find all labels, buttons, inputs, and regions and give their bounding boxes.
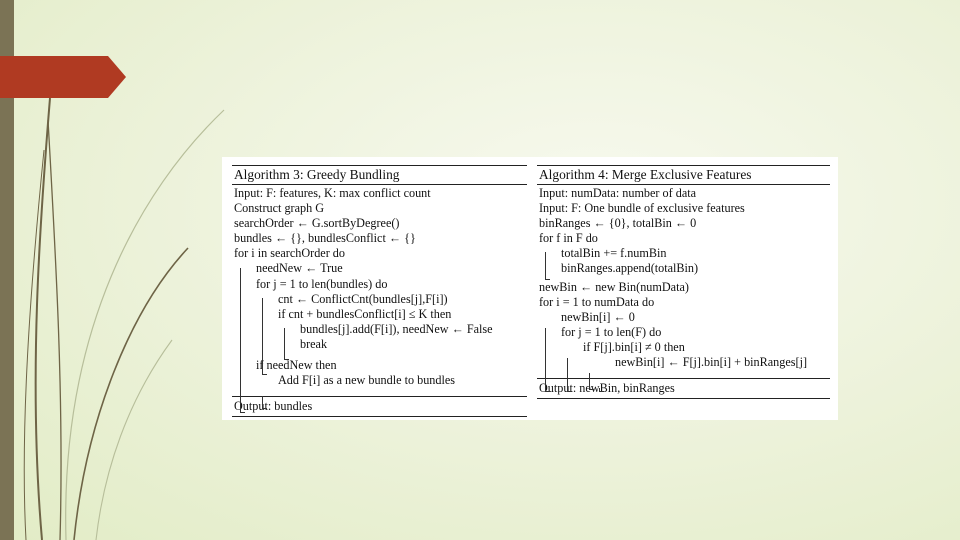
algo4-line: Input: numData: number of data bbox=[539, 186, 697, 200]
curve-4 bbox=[74, 248, 188, 540]
curve-2 bbox=[48, 120, 61, 540]
algorithm-4-title: Algorithm 4: Merge Exclusive Features bbox=[537, 166, 830, 185]
algo3-line: searchOrder ← G.sortByDegree() bbox=[234, 216, 400, 231]
algo3-line: needNew ← True bbox=[256, 261, 343, 276]
curve-3 bbox=[66, 110, 224, 540]
algo4-line: newBin[i] ← 0 bbox=[561, 309, 635, 324]
algo4-line: for i = 1 to numData do bbox=[539, 294, 655, 309]
algo4-line: for j = 1 to len(F) do bbox=[561, 324, 662, 339]
algo3-line: Input: F: features, K: max conflict count bbox=[234, 186, 431, 200]
algo3-line: bundles ← {}, bundlesConflict ← {} bbox=[234, 231, 416, 246]
algo3-line: for j = 1 to len(bundles) do bbox=[256, 276, 388, 291]
algo4-line: if F[j].bin[i] ≠ 0 then bbox=[583, 339, 685, 354]
algo3-line: for i in searchOrder do bbox=[234, 246, 345, 261]
algorithms-figure bbox=[222, 157, 838, 420]
algo4-line: newBin[i] ← F[j].bin[i] + binRanges[j] bbox=[615, 355, 808, 370]
algo3-line: Add F[i] as a new bundle to bundles bbox=[278, 373, 456, 388]
algorithm-3-box bbox=[232, 165, 527, 413]
algorithm-3-title: Algorithm 3: Greedy Bundling bbox=[232, 166, 527, 185]
title-tag-shape bbox=[0, 56, 130, 98]
algo4-line: binRanges.append(totalBin) bbox=[561, 261, 699, 276]
curve-5 bbox=[96, 340, 172, 540]
algorithm-4-box bbox=[537, 165, 830, 401]
algo4-line: for f in F do bbox=[539, 231, 598, 246]
algo3-line: Construct graph G bbox=[234, 201, 325, 216]
algo4-line: newBin ← new Bin(numData) bbox=[539, 279, 689, 294]
algo3-line: if cnt + bundlesConflict[i] ≤ K then bbox=[278, 306, 452, 321]
algo3-line: cnt ← ConflictCnt(bundles[j],F[i]) bbox=[278, 291, 448, 306]
algo4-line: binRanges ← {0}, totalBin ← 0 bbox=[539, 216, 697, 231]
algo3-line: if needNew then bbox=[256, 358, 337, 373]
algorithm-3-output: Output: bundles bbox=[232, 396, 527, 417]
algo3-line: break bbox=[300, 336, 328, 351]
algo3-line: bundles[j].add(F[i]), needNew ← False bbox=[300, 321, 493, 336]
algo4-line: totalBin += f.numBin bbox=[561, 246, 667, 261]
algo4-line: Input: F: One bundle of exclusive features bbox=[539, 201, 745, 216]
algorithm-4-output: Output: newBin, binRanges bbox=[537, 378, 830, 399]
